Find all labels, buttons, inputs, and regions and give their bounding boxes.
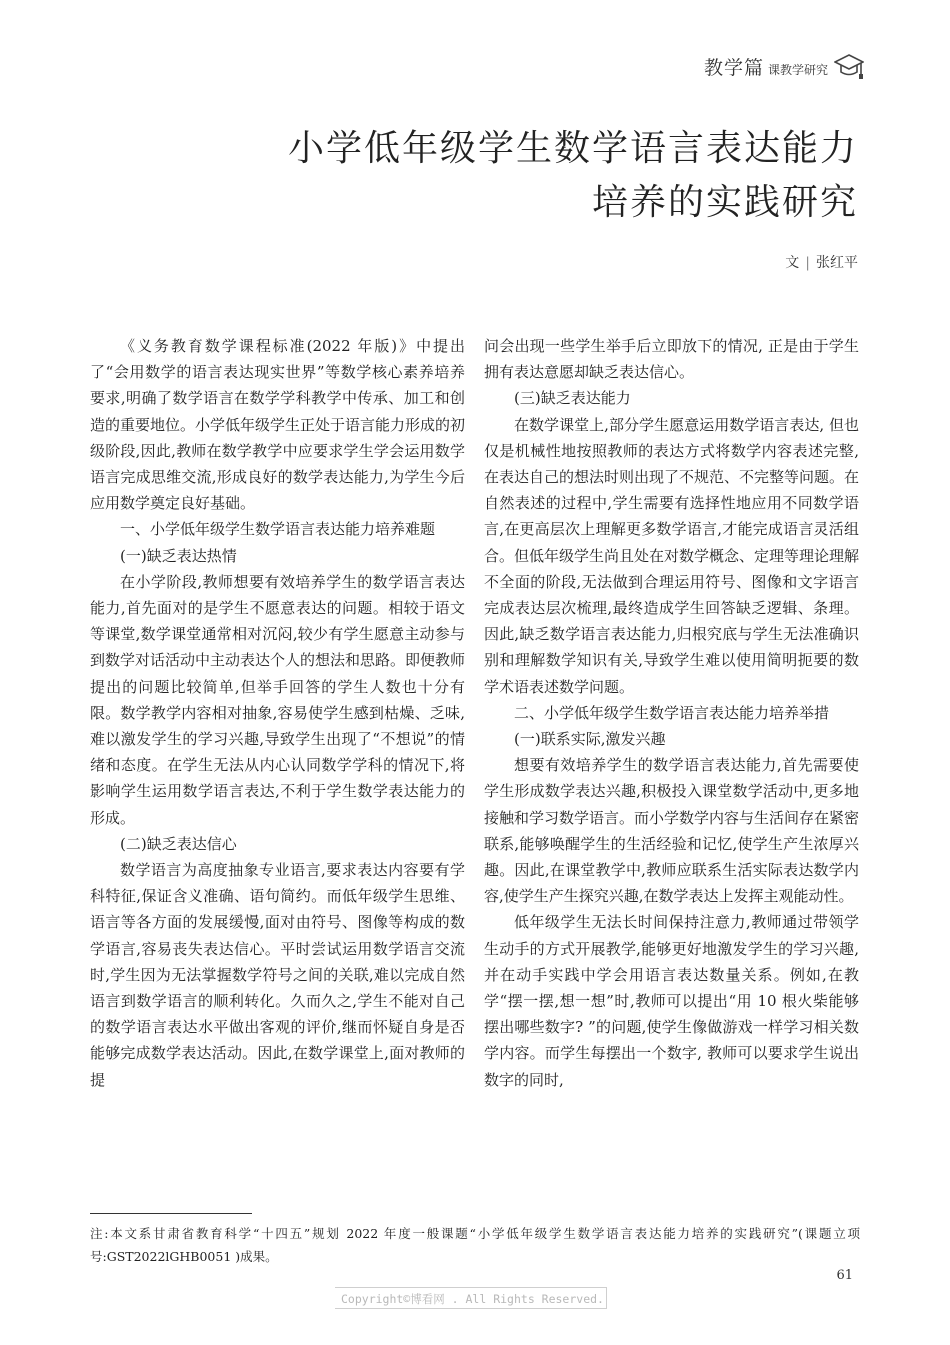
title-line-1: 小学低年级学生数学语言表达能力 <box>287 128 858 169</box>
left-column-paragraph: 数学语言为高度抽象专业语言,要求表达内容要有学科特征,保证含义准确、语句简约。而低年级学生思维、语言等各方面的发展缓慢,面对由符号、图像等构成的数学语言,容易丧失表达信心。平时尝试运用数学语言交流时,学生因为无法掌握数学符号之间的关联,难以完成自然语言到数学语言的顺利转化。久而久之,学生不能对自己的数学语言表达水平做出客观的评价,继而怀疑自身是否能够完成数学表达活动。因此,在数学课堂上,面对教师的提 <box>90 861 465 1089</box>
section-subtitle: 课教学研究 <box>767 63 828 77</box>
right-column-heading: (三)缺乏表达能力 <box>514 389 631 408</box>
left-column-paragraph: 在小学阶段,教师想要有效培养学生的数学语言表达能力,首先面对的是学生不愿意表达的问题。相较于语文等课堂,数学课堂通常相对沉闷,较少有学生愿意主动参与到数学对话活动中主动表达个人的想法和思路。即便教师提出的问题比较简单,但举手回答的学生人数也十分有限。数学教学内容相对抽象,容易使学生感到枯燥、乏味,难以激发学生的学习兴趣,导致学生出现了“不想说”的情绪和态度。在学生无法从内心认同数学学科的情况下,将影响学生运用数学语言表达,不利于学生数学表达能力的形成。 <box>90 572 466 827</box>
left-column-heading: (一)缺乏表达热情 <box>120 546 237 565</box>
footnote-divider <box>90 1213 252 1214</box>
title-line-2: 培养的实践研究 <box>591 182 858 223</box>
author-byline <box>785 252 858 272</box>
right-column-paragraph: 想要有效培养学生的数学语言表达能力,首先需要使学生形成数学表达兴趣,积极投入课堂数学活动中,更多地接触和学习数学语言。而小学数学内容与生活间存在紧密联系,能够唤醒学生的生活经验和记忆,使学生产生浓厚兴趣。因此,在课堂教学中,教师应联系生活实际表达数学内容,使学生产生探究兴趣,在数学表达上发挥主观能动性。 <box>484 756 860 906</box>
author-name: 张红平 <box>816 255 858 271</box>
left-column <box>90 333 465 1093</box>
section-title: 教学篇 <box>703 57 764 79</box>
byline-separator: | <box>805 255 810 271</box>
left-column-heading: (二)缺乏表达信心 <box>120 834 237 853</box>
page-number: 61 <box>836 1268 853 1283</box>
right-column-paragraph: 问会出现一些学生举手后立即放下的情况, 正是由于学生拥有表达意愿却缺乏表达信心。 <box>484 337 859 382</box>
graduation-cap-icon <box>834 52 864 80</box>
article-title <box>158 122 858 230</box>
right-column <box>484 333 859 1093</box>
right-column-paragraph: 低年级学生无法长时间保持注意力,教师通过带领学生动手的方式开展教学,能够更好地激发学生的学习兴趣,并在动手实践中学会用语言表达数量关系。例如,在教学“摆一摆,想一想”时,教师可以提出“用 10 根火柴能够摆出哪些数字? ”的问题,使学生像做游戏一样学习相关数学内容。而学生每摆出一个数字, 教师可以要求学生说出数字的同时, <box>484 913 859 1089</box>
copyright-notice: Copyright©博看网 . All Rights Reserved. <box>335 1287 607 1309</box>
running-header <box>704 52 864 80</box>
author-prefix: 文 <box>785 255 800 271</box>
left-column-heading: 一、小学低年级学生数学语言表达能力培养难题 <box>120 520 436 539</box>
right-column-heading: (一)联系实际,激发兴趣 <box>514 730 666 749</box>
left-column-paragraph: 《义务教育数学课程标准(2022 年版)》中提出了“会用数学的语言表达现实世界”等数学核心素养培养要求,明确了数学语言在数学学科教学中传承、加工和创造的重要地位。小学低年级学生正处于语言能力形成的初级阶段,因此,教师在数学教学中应要求学生学会运用数学语言完成思维交流,形成良好的数学表达能力,为学生今后应用数学奠定良好基础。 <box>90 337 466 513</box>
right-column-paragraph: 在数学课堂上,部分学生愿意运用数学语言表达, 但也仅是机械性地按照教师的表达方式将数学内容表述完整,在表达自己的想法时则出现了不规范、不完整等问题。在自然表述的过程中,学生需要有选择性地应用不同数学语言,在更高层次上理解更多数学语言,才能完成语言灵活组合。但低年级学生尚且处在对数学概念、定理等理论理解不全面的阶段,无法做到合理运用符号、图像和文字语言完成表达层次梳理,最终造成学生回答缺乏逻辑、条理。因此,缺乏数学语言表达能力,归根究底与学生无法准确识别和理解数学知识有关,导致学生难以使用简明扼要的数学术语表述数学问题。 <box>484 415 860 696</box>
footnote: 注:本文系甘肃省教育科学“十四五”规划 2022 年度一般课题“小学低年级学生数学语言表达能力培养的实践研究”(课题立项号:GST2022lGHB0051 )成果。 <box>90 1226 860 1264</box>
right-column-heading: 二、小学低年级学生数学语言表达能力培养举措 <box>514 703 830 722</box>
